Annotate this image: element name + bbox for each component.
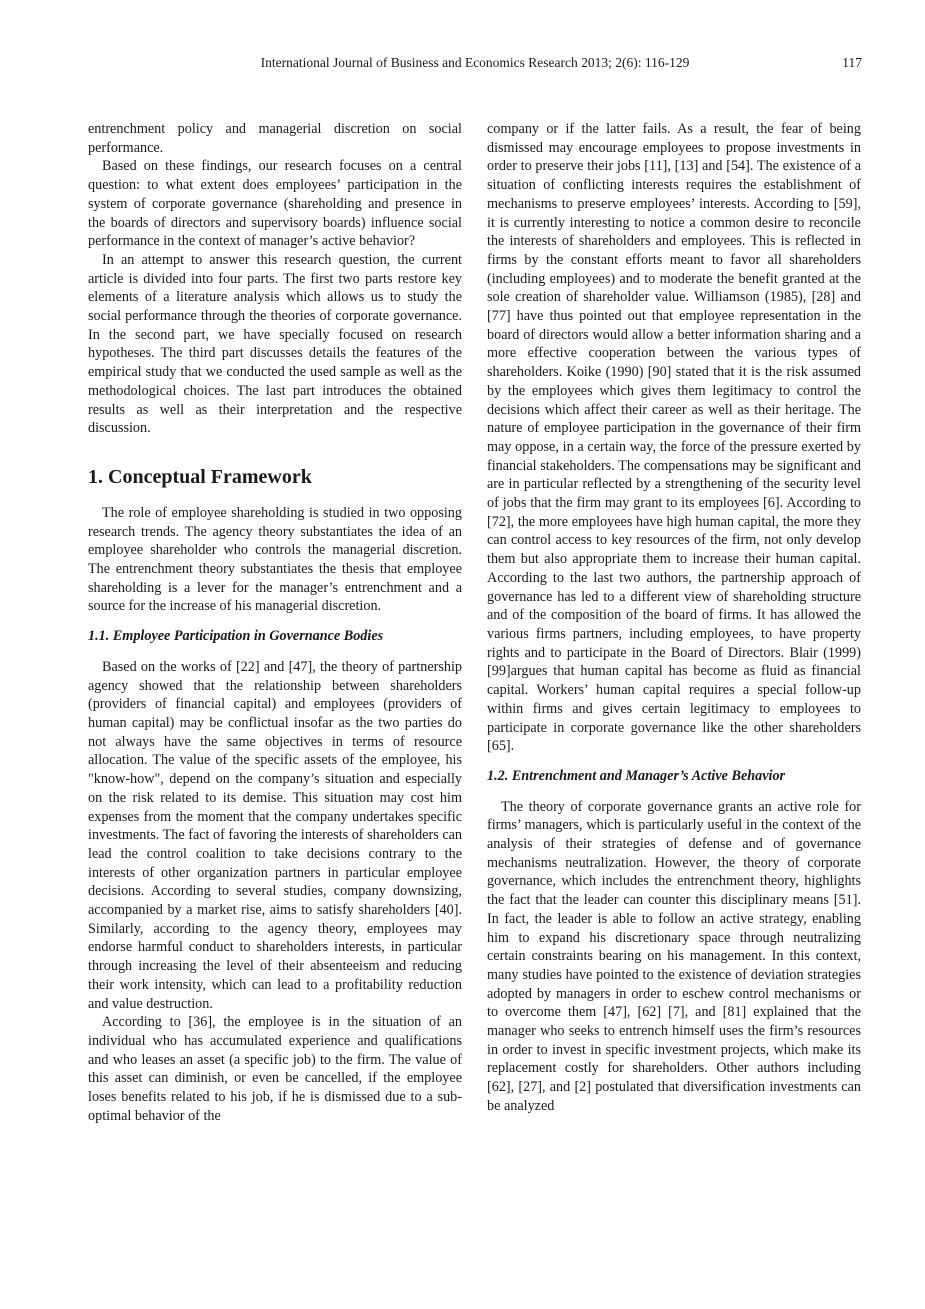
journal-citation: International Journal of Business and Economics Research 2013; 2(6): 116-129 — [260, 55, 690, 70]
paragraph: The theory of corporate governance grants an active role for firms’ managers, which is particularly useful in the context of the analysis of their strategies of defense and of governance mechanisms neutralization. However, the theory of corporate governance, which includes the entrenchment theory, highlights the fact that the leader can counter this disciplinary means [51]. In fact, the leader is able to follow an active strategy, enabling him to expand his discretionary space through neutralizing certain constraints bearing on his management. In this context, many studies have pointed to the existence of deviation strategies adopted by managers in order to eschew control mechanisms or to overcome them [47], [62] [7], and [81] explained that the manager who seeks to entrench himself uses the firm’s resources in order to invest in specific investment projects, which make its replacement costly for shareholders. Other authors including [62], [27], and [2] postulated that diversification investments can be analyzed — [487, 798, 861, 1114]
section-heading: 1. Conceptual Framework — [88, 465, 312, 488]
subsection-heading: 1.1. Employee Participation in Governance Bodies — [88, 628, 384, 645]
subsection-heading: 1.2. Entrenchment and Manager’s Active Behavior — [487, 767, 786, 784]
paragraph: Based on the works of [22] and [47], the theory of partnership agency showed that the relationship between shareholders (providers of financial capital) and employees (providers of human capital) may be conflictual insofar as the two parties do not always have the same objectives in terms of resource allocation. The value of the specific assets of the employee, his "know-how", depend on the company’s situation and especially on the risk related to its demise. This situation may cost him expenses from the moment that the company undertakes specific investments. The fact of favoring the interests of shareholders can lead the control coalition to take decisions contrary to the interests of other organization partners in particular employee decisions. According to several studies, company downsizing, accompanied by a market rise, aims to satisfy shareholders [40]. Similarly, according to the agency theory, employees may endorse harmful conduct to shareholders interests, in particular through increasing the level of their absenteeism and reducing their work intensity, which can lead to a profitability reduction and value destruction. — [88, 658, 463, 1012]
right-column — [487, 120, 861, 1116]
paragraph: According to [36], the employee is in the situation of an individual who has accumulated experience and qualifications and who leases an asset (a specific job) to the firm. The value of this asset can diminish, or even be cancelled, if the employee loses benefits related to his job, if he is dismissed due to a sub-optimal behavior of the — [88, 1014, 462, 1124]
paragraph: entrenchment policy and managerial discretion on social performance. — [88, 121, 462, 156]
page-number: 117 — [842, 55, 862, 70]
paragraph: In an attempt to answer this research question, the current article is divided into four parts. The first two parts restore key elements of a literature analysis which allows us to study the social performance through the theories of corporate governance. In the second part, we have specially focused on research hypotheses. The third part discusses details the features of the empirical study that we conducted the used sample as well as the methodological choices. The last part introduces the obtained results as well as their interpretation and the respective discussion. — [88, 251, 462, 437]
left-column — [88, 120, 462, 1125]
paragraph: company or if the latter fails. As a result, the fear of being dismissed may encourage employees to propose investments in order to preserve their jobs [11], [13] and [54]. The existence of a situation of conflicting interests requires the establishment of mechanisms to preserve employees’ interests. According to [59], it is currently interesting to notice a common desire to reconcile the interests of shareholders and employees. This is reflected in firms by the constant efforts meant to favor all shareholders (including employees) and to moderate the benefit granted at the sole creation of shareholder value. Williamson (1985), [28] and [77] have thus pointed out that employee representation in the board of directors would allow a better information sharing and a more effective cooperation between the various types of shareholders. Koike (1990) [90] stated that it is the risk assumed by the employees which gives them legitimacy to control the decisions which affect their career as well as their heritage. The nature of employee participation in the governance of their firm may oppose, in a certain way, the force of the pressure exerted by financial stakeholders. The compensations may be significant and are in particular reflected by a strengthening of the security level of jobs that the firm may grant to its employees [6]. According to [72], the more employees have high human capital, the more they can control access to key resources of the firm, not only develop them but also appropriate them to increase their human capital. According to the last two authors, the partnership approach of governance has led to a different view of shareholding structure and of the composition of the board of firms. It has allowed the various firms partners, including employees, to have property rights and to participate in the Board of Directors. Blair (1999) [99]argues that human capital has become as fluid as financial capital. Workers’ human capital requires a special follow-up within firms and gives certain legitimacy to employees to participate in corporate governance like the other shareholders [65]. — [487, 121, 861, 755]
paragraph: The role of employee shareholding is studied in two opposing research trends. The agency theory substantiates the idea of an employee shareholder who controls the managerial discretion. The entrenchment theory substantiates the thesis that employee shareholding is a lever for the manager’s entrenchment and a source for the increase of his managerial discretion. — [88, 504, 462, 615]
running-header — [88, 55, 862, 75]
paragraph: Based on these findings, our research focuses on a central question: to what extent does employees’ participation in the system of corporate governance (shareholding and presence in the boards of directors and supervisory boards) influence social performance in the context of manager’s active behavior? — [88, 158, 462, 250]
